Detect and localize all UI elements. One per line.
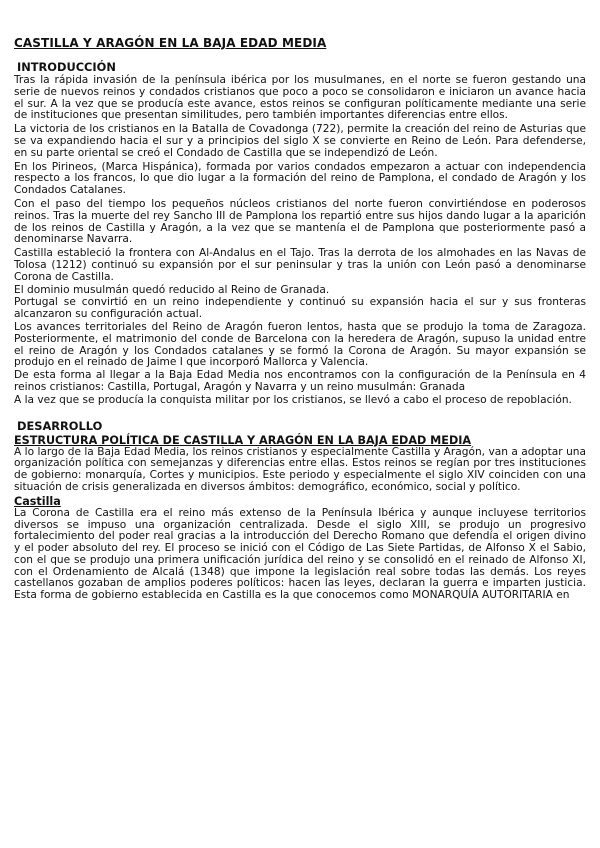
document-page — [14, 36, 586, 604]
castilla-paragraph: La Corona de Castilla era el reino más extenso de la Península Ibérica y aunque incluyese territorios diversos se impuso una organización centralizada. Desde el siglo XIII, se produjo un progresivo fortalecimiento del poder real gracias a la introducción del Derecho Romano que defendía el origen divino y el poder absoluto del rey. El proceso se inició con el Código de Las Siete Partidas, de Alfonso X el Sabio, con el que se produjo una primera unificación jurídica del reino y se consolidó en el reinado de Alfonso XI, con el Ordenamiento de Alcalá (1348) que impone la legislación real sobre todas las demás. Los reyes castellanos gozaban de amplios poderes políticos: hacen las leyes, declaran la guerra e imparten justicia. Esta forma de gobierno establecida en Castilla es la que conocemos como MONARQUÍA AUTORITARIA en — [14, 506, 586, 602]
intro-paragraph: Los avances territoriales del Reino de Aragón fueron lentos, hasta que se produjo la toma de Zaragoza. Posteriormente, el matrimonio del conde de Barcelona con la heredera de Aragón, supuso la unidad entre el reino de Aragón y los Condados catalanes y se formó la Corona de Aragón. Su mayor expansión se produjo en el reinado de Jaime I que incorporó Mallorca y Valencia. — [14, 320, 586, 369]
intro-paragraph: El dominio musulmán quedó reducido al Reino de Granada. — [14, 283, 330, 296]
intro-heading: INTRODUCCIÓN — [17, 60, 116, 74]
document-title: CASTILLA Y ARAGÓN EN LA BAJA EDAD MEDIA — [14, 36, 327, 50]
intro-paragraph: Castilla estableció la frontera con Al-Andalus en el Tajo. Tras la derrota de los almohades en las Navas de Tolosa (1212) continuó su expansión por el sur peninsular y tras la unión con León pasó a denominarse Corona de Castilla. — [14, 247, 586, 283]
intro-paragraph: De esta forma al llegar a la Baja Edad Media nos encontramos con la configuración de la Península en 4 reinos cristianos: Castilla, Portugal, Aragón y Navarra y un reino musulmán: Granada — [14, 369, 586, 393]
development-heading: DESARROLLO — [17, 418, 103, 433]
intro-paragraph: Portugal se convirtió en un reino independiente y continuó su expansión hacia el sur y sus fronteras alcanzaron su configuración actual. — [14, 296, 586, 321]
intro-paragraph: La victoria de los cristianos en la Batalla de Covadonga (722), permite la creación del reino de Asturias que se va expandiendo hacia el sur y a principios del siglo X se convierte en Reino de León. Para defenderse, en su parte oriental se creó el Condado de Castilla que se independizó de León. — [14, 123, 586, 159]
intro-paragraph: Con el paso del tiempo los pequeños núcleos cristianos del norte fueron convirtiéndose en poderosos reinos. Tras la muerte del rey Sancho III de Pamplona los repartió entre sus hijos dando lugar a la aparición de los reinos de Castilla y Aragón, a la vez que se mantenía el de Pamplona que posteriormente pasó a denominarse Navarra. — [14, 197, 586, 246]
development-paragraph: A lo largo de la Baja Edad Media, los reinos cristianos y especialmente Castilla y Aragón, van a adoptar una organización política con semejanzas y diferencias entre ellas. Estos reinos se regían por tres instituciones de gobierno: monarquía, Cortes y municipios. Este periodo y especialmente el siglo XIV coinciden con una situación de crisis generalizada en diversos ámbitos: demográfico, económico, social y político. — [14, 445, 586, 493]
intro-paragraph: Tras la rápida invasión de la península ibérica por los musulmanes, en el norte se fueron gestando una serie de nuevos reinos y condados cristianos que poco a poco se consolidaron e iniciaron un avance hacia el sur. A la vez que se producía este avance, estos reinos se configuran políticamente mediante una serie de instituciones que presentan similitudes, pero también importantes diferencias entre ellos. — [14, 74, 586, 122]
castilla-heading: Castilla — [14, 494, 61, 508]
intro-paragraph: En los Pirineos, (Marca Hispánica), formada por varios condados empezaron a actuar con independencia respecto a los francos, lo que dio lugar a la formación del reino de Pamplona, el condado de Aragón y los Condados Catalanes. — [14, 160, 586, 197]
development-subheading: ESTRUCTURA POLÍTICA DE CASTILLA Y ARAGÓN EN LA BAJA EDAD MEDIA — [14, 433, 472, 447]
intro-paragraph: A la vez que se producía la conquista militar por los cristianos, se llevó a cabo el proceso de repoblación. — [14, 393, 572, 406]
